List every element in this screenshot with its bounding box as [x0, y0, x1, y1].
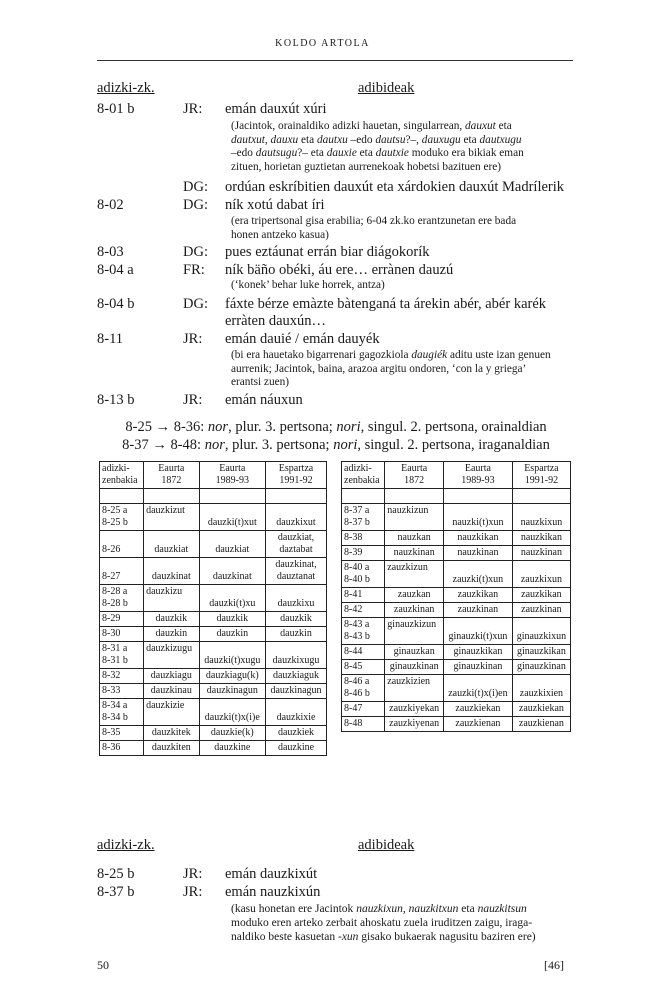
table-spacer-row — [100, 489, 327, 504]
range-description: 8-25 → 8-36: nor, plur. 3. pertsona; nori, singul. 2. pertsona, orainaldian — [125, 419, 547, 435]
table-cell: dauzkik — [266, 612, 327, 627]
table-cell: zauzkikan — [512, 588, 570, 603]
table-cell: dauzki(t)xut — [199, 504, 265, 531]
table-cell: dauzkizut — [144, 504, 200, 531]
table-cell: dauzkiagu(k) — [199, 669, 265, 684]
entry-number: 8-04 a — [97, 262, 134, 278]
table-cell: zauzkizun — [385, 561, 444, 588]
entry-speaker: DG: — [183, 179, 208, 195]
table-cell: zauzki(t)x(i)en — [444, 675, 513, 702]
entry-speaker: DG: — [183, 244, 208, 260]
table-cell: ginauzkikan — [512, 645, 570, 660]
table-row — [342, 561, 571, 588]
entry-speaker: JR: — [183, 884, 203, 900]
table-cell: zauzkan — [385, 588, 444, 603]
table-row-number: 8-42 — [342, 603, 385, 618]
table-header-cell: Espartza 1991-92 — [512, 462, 570, 489]
table-row — [342, 504, 571, 531]
entry-number: 8-02 — [97, 197, 124, 213]
table-header-cell: adizki- zenbakia — [342, 462, 385, 489]
table-row — [100, 585, 327, 612]
table-cell: zauzkinan — [444, 603, 513, 618]
entry-number: 8-01 b — [97, 101, 135, 117]
entry-number: 8-25 b — [97, 866, 135, 882]
table-row — [100, 699, 327, 726]
table-row — [342, 702, 571, 717]
entry-text: pues eztáunat errán biar diágokorík — [225, 244, 430, 260]
table-cell: dauzki(t)xugu — [199, 642, 265, 669]
table-cell: ginauzkixun — [512, 618, 570, 645]
page-reference: [46] — [544, 958, 564, 972]
table-cell: nauzkizun — [385, 504, 444, 531]
table-row — [100, 669, 327, 684]
table-cell: dauzkizugu — [144, 642, 200, 669]
entry-note: (‘konek’ behar luke horrek, antza) — [231, 279, 385, 291]
header-rule — [97, 60, 573, 61]
table-row — [100, 531, 327, 558]
table-cell: ginauzkinan — [444, 660, 513, 675]
table-header-cell: Espartza 1991-92 — [266, 462, 327, 489]
table-row-number: 8-33 — [100, 684, 144, 699]
table-row-number: 8-30 — [100, 627, 144, 642]
table-row-number: 8-25 a 8-25 b — [100, 504, 144, 531]
table-row — [342, 675, 571, 702]
table-cell: dauzkiat — [199, 531, 265, 558]
verb-table-present — [99, 461, 327, 756]
table-cell: zauzkikan — [444, 588, 513, 603]
table-cell: zauzkizien — [385, 675, 444, 702]
table-row — [100, 558, 327, 585]
column-heading-examples: adibideak — [358, 837, 415, 853]
table-row-number: 8-38 — [342, 531, 385, 546]
table-row-number: 8-26 — [100, 531, 144, 558]
table-cell: dauzkik — [199, 612, 265, 627]
entry-number: 8-11 — [97, 331, 124, 347]
table-cell: zauzkixun — [512, 561, 570, 588]
table-cell: dauzkiten — [144, 741, 200, 756]
entry-speaker: DG: — [183, 296, 208, 312]
table-row — [100, 726, 327, 741]
table-cell: dauzkinagun — [266, 684, 327, 699]
table-row — [342, 546, 571, 561]
table-cell: zauzki(t)xun — [444, 561, 513, 588]
table-row-number: 8-35 — [100, 726, 144, 741]
table-cell: dauzkine — [199, 741, 265, 756]
table-cell: dauzkixut — [266, 504, 327, 531]
table-cell: dauzkinau — [144, 684, 200, 699]
entry-number: 8-04 b — [97, 296, 135, 312]
table-spacer-row — [342, 489, 571, 504]
table-cell: dauzkinat — [144, 558, 200, 585]
range-description: 8-37 → 8-48: nor, plur. 3. pertsona; nori, singul. 2. pertsona, iraganaldian — [122, 437, 550, 453]
table-cell: zauzkinan — [512, 603, 570, 618]
entry-note: (kasu honetan ere Jacintok nauzkixun, nauzkitxun eta nauzkitsun moduko eren arteko zerbait ahoskatu zuela iruditzen zaigu, iraga- naldiko beste kasuetan -xun gisako bukaerak nagusitu baziren ere) — [231, 903, 536, 943]
table-row — [100, 627, 327, 642]
table-row — [342, 717, 571, 732]
entry-number: 8-03 — [97, 244, 124, 260]
table-row-number: 8-44 — [342, 645, 385, 660]
table-cell: zauzkinan — [385, 603, 444, 618]
entry-text: ník xotú dabat íri — [225, 197, 325, 213]
entry-text: erràten dauxún… — [225, 313, 327, 329]
table-cell: nauzkikan — [444, 531, 513, 546]
table-cell: zauzkienan — [512, 717, 570, 732]
entry-text: ordúan eskríbitien dauxút eta xárdokien dauxút Madrílerik — [225, 179, 565, 195]
table-row — [342, 588, 571, 603]
table-cell: nauzkinan — [444, 546, 513, 561]
table-cell: ginauzkikan — [444, 645, 513, 660]
table-cell: nauzkikan — [512, 531, 570, 546]
table-cell: dauzkiek — [266, 726, 327, 741]
entry-note: (bi era hauetako bigarrenari gagozkiola daugiék aditu uste izan genuen aurrenik; Jacintok, baina, arazoa argitu ondoren, ‘con la y griega’ erantsi zuen) — [231, 349, 551, 389]
table-row-number: 8-27 — [100, 558, 144, 585]
table-row-number: 8-43 a 8-43 b — [342, 618, 385, 645]
table-row — [342, 603, 571, 618]
entry-text: emán nauzkixún — [225, 884, 321, 900]
table-cell: ginauzki(t)xun — [444, 618, 513, 645]
table-cell: dauzkin — [266, 627, 327, 642]
running-header: KOLDO ARTOLA — [275, 38, 370, 49]
page-number: 50 — [97, 958, 109, 972]
table-row-number: 8-41 — [342, 588, 385, 603]
table-cell: dauzkixugu — [266, 642, 327, 669]
entry-speaker: JR: — [183, 331, 203, 347]
table-cell: dauzki(t)x(i)e — [199, 699, 265, 726]
table-header-cell: Eaurta 1989-93 — [444, 462, 513, 489]
table-row-number: 8-36 — [100, 741, 144, 756]
table-row — [100, 504, 327, 531]
table-row — [342, 618, 571, 645]
entry-text: ník bäño obéki, áu ere… errànen dauzú — [225, 262, 454, 278]
table-cell: dauzkinagun — [199, 684, 265, 699]
entry-text: fáxte bérze emàzte bàtenganá ta árekin abér, abér karék — [225, 296, 547, 312]
entry-text: emán dauzkixút — [225, 866, 318, 882]
table-cell: dauzkin — [199, 627, 265, 642]
table-cell: dauzki(t)xu — [199, 585, 265, 612]
verb-table-past — [341, 461, 571, 732]
table-row — [100, 741, 327, 756]
table-cell: zauzkixien — [512, 675, 570, 702]
table-header-row — [100, 462, 327, 489]
entry-text: emán dauié / emán dauyék — [225, 331, 380, 347]
table-cell: dauzkitek — [144, 726, 200, 741]
table-row — [100, 642, 327, 669]
table-row-number: 8-34 a 8-34 b — [100, 699, 144, 726]
column-heading-number: adizki-zk. — [97, 837, 155, 853]
column-heading-number: adizki-zk. — [97, 80, 155, 96]
table-cell: dauzkiat — [144, 531, 200, 558]
table-cell: dauzkizie — [144, 699, 200, 726]
entry-text: emán náuxun — [225, 392, 303, 408]
table-cell: nauzki(t)xun — [444, 504, 513, 531]
table-row-number: 8-28 a 8-28 b — [100, 585, 144, 612]
entry-note: (era tripertsonal gisa erabilia; 6-04 zk.ko erantzunetan ere bada honen antzeko kasua) — [231, 215, 517, 241]
table-cell: ginauzkizun — [385, 618, 444, 645]
table-row — [100, 684, 327, 699]
table-cell: zauzkiyekan — [385, 702, 444, 717]
table-header-cell: Eaurta 1872 — [385, 462, 444, 489]
table-cell: dauzkizu — [144, 585, 200, 612]
table-row-number: 8-29 — [100, 612, 144, 627]
entry-number: 8-37 b — [97, 884, 135, 900]
entry-note: (Jacintok, orainaldiko adizki hauetan, singularrean, dauxut eta dautxut, dauxu eta dautxu –edo dautsu?–, dauxugu eta dautxugu –edo dautsugu?– eta dauxie eta dautxie moduko era bikiak eman zituen, horietan guztietan aurrenekoak hobetsi bazituen ere) — [231, 120, 524, 173]
table-row — [342, 645, 571, 660]
table-cell: nauzkixun — [512, 504, 570, 531]
table-cell: ginauzkan — [385, 645, 444, 660]
table-cell: dauzkin — [144, 627, 200, 642]
table-cell: zauzkiekan — [444, 702, 513, 717]
table-cell: zauzkiyenan — [385, 717, 444, 732]
table-cell: dauzkiagu — [144, 669, 200, 684]
table-cell: nauzkinan — [512, 546, 570, 561]
table-row-number: 8-32 — [100, 669, 144, 684]
table-cell: dauzkiat, daztabat — [266, 531, 327, 558]
table-cell: dauzkiaguk — [266, 669, 327, 684]
table-cell: dauzkinat — [199, 558, 265, 585]
table-row — [342, 660, 571, 675]
entry-speaker: JR: — [183, 392, 203, 408]
table-row-number: 8-45 — [342, 660, 385, 675]
table-cell: nauzkinan — [385, 546, 444, 561]
entry-speaker: JR: — [183, 866, 203, 882]
table-row-number: 8-39 — [342, 546, 385, 561]
table-row-number: 8-47 — [342, 702, 385, 717]
table-cell: dauzkine — [266, 741, 327, 756]
entry-text: emán dauxút xúri — [225, 101, 327, 117]
table-cell: dauzkie(k) — [199, 726, 265, 741]
table-row — [100, 612, 327, 627]
table-cell: dauzkixu — [266, 585, 327, 612]
entry-number: 8-13 b — [97, 392, 135, 408]
table-header-cell: Eaurta 1989-93 — [199, 462, 265, 489]
table-cell: ginauzkinan — [512, 660, 570, 675]
table-row-number: 8-40 a 8-40 b — [342, 561, 385, 588]
column-heading-examples: adibideak — [358, 80, 415, 96]
table-row — [342, 531, 571, 546]
table-cell: zauzkienan — [444, 717, 513, 732]
table-cell: dauzkinat, dauztanat — [266, 558, 327, 585]
table-header-row — [342, 462, 571, 489]
table-header-cell: Eaurta 1872 — [144, 462, 200, 489]
entry-speaker: FR: — [183, 262, 205, 278]
table-header-cell: adizki- zenbakia — [100, 462, 144, 489]
table-row-number: 8-37 a 8-37 b — [342, 504, 385, 531]
table-cell: dauzkixie — [266, 699, 327, 726]
entry-speaker: JR: — [183, 101, 203, 117]
table-row-number: 8-31 a 8-31 b — [100, 642, 144, 669]
table-cell: dauzkik — [144, 612, 200, 627]
table-cell: nauzkan — [385, 531, 444, 546]
entry-speaker: DG: — [183, 197, 208, 213]
table-row-number: 8-46 a 8-46 b — [342, 675, 385, 702]
table-cell: ginauzkinan — [385, 660, 444, 675]
table-cell: zauzkiekan — [512, 702, 570, 717]
table-row-number: 8-48 — [342, 717, 385, 732]
